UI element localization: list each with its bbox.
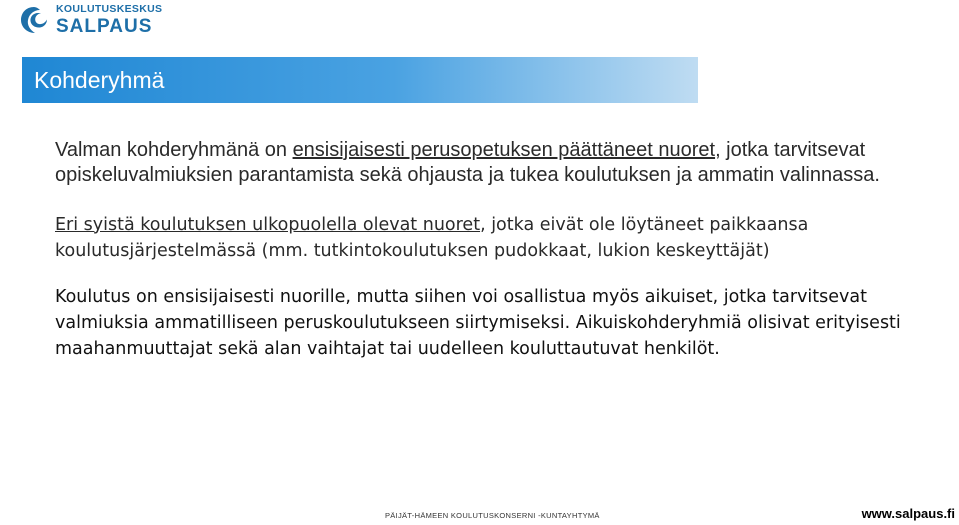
footer-organization: PÄIJÄT-HÄMEEN KOULUTUSKONSERNI -KUNTAYHTYMÄ	[385, 511, 600, 520]
footer-website-link[interactable]: www.salpaus.fi	[861, 506, 955, 521]
paragraph-text: Koulutus on ensisijaisesti nuorille, mutta siihen voi osallistua myös aikuiset, jotka tarvitsevat valmiuksia ammatilliseen peruskoulutukseen siirtymiseksi. Aikuiskohderyhmiä olisivat erityisesti maahanmuuttajat sekä alan vaihtajat tai uudelleen kouluttautuvat henkilöt.	[55, 287, 901, 359]
paragraph-text: Valman kohderyhmänä on	[55, 139, 293, 161]
slide-title: Kohderyhmä	[34, 66, 165, 93]
slide-title-bar	[22, 57, 698, 103]
underlined-text: Eri syistä koulutuksen ulkopuolella olevat nuoret	[55, 214, 481, 235]
paragraph-out-of-education	[55, 213, 935, 264]
salpaus-swirl-logo-icon	[18, 4, 50, 36]
paragraph-text: , jotka eivät ole löytäneet paikkaansa koulutusjärjestelmässä (mm. tutkintokoulutuksen pudokkaat, lukion keskeyttäjät)	[55, 214, 809, 261]
paragraph-target-group	[55, 138, 935, 189]
slide-content	[55, 138, 935, 362]
salpaus-logo	[18, 4, 162, 36]
logo-big-text: SALPAUS	[56, 15, 153, 37]
underlined-text: ensisijaisesti perusopetuksen päättäneet nuoret	[292, 139, 716, 161]
logo-small-text: KOULUTUSKESKUS	[56, 3, 163, 16]
paragraph-adults	[55, 285, 935, 362]
paragraph-text: , jotka tarvitsevat opiskeluvalmiuksien parantamista sekä ohjausta ja tukea koulutuksen ja ammatin valinnassa.	[55, 139, 880, 187]
logo-text	[56, 4, 162, 36]
